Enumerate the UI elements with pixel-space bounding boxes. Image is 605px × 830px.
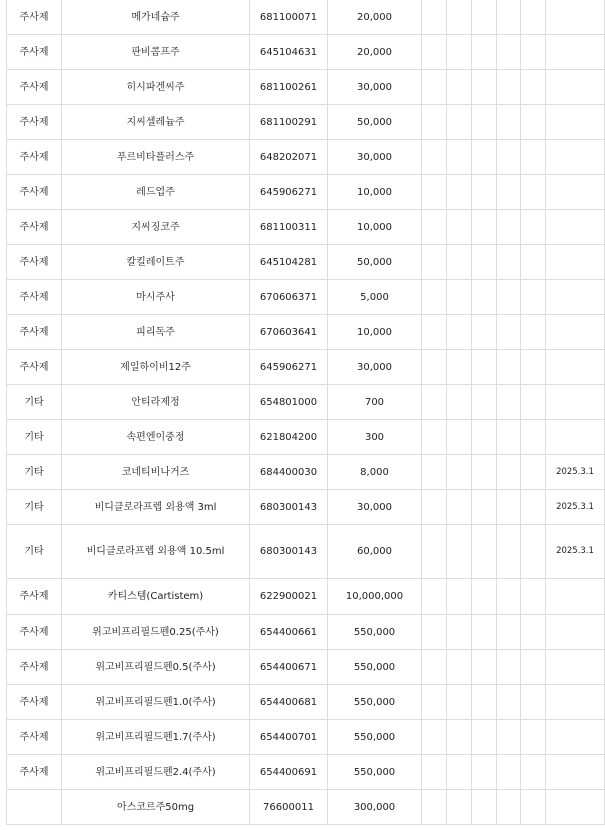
empty-cell [521,490,546,525]
empty-cell [447,35,472,70]
effective-date-cell [546,685,605,720]
effective-date-cell [546,579,605,615]
effective-date-cell [546,350,605,385]
empty-cell [472,350,497,385]
effective-date-cell [546,420,605,455]
empty-cell [521,525,546,579]
empty-cell [422,315,447,350]
effective-date-cell [546,280,605,315]
empty-cell [447,685,472,720]
empty-cell [447,105,472,140]
drug-name-cell: 레드업주 [62,175,250,210]
table-row [7,210,605,245]
price-cell: 30,000 [328,70,422,105]
price-cell: 50,000 [328,245,422,280]
empty-cell [521,0,546,35]
effective-date-cell [546,0,605,35]
drug-type-cell: 주사제 [7,755,62,790]
empty-cell [521,105,546,140]
effective-date-cell [546,210,605,245]
drug-code-cell: 670606371 [250,280,328,315]
table-row [7,315,605,350]
effective-date-cell [546,175,605,210]
empty-cell [497,525,521,579]
drug-name-cell: 안티라제정 [62,385,250,420]
empty-cell [422,105,447,140]
empty-cell [497,490,521,525]
drug-code-cell: 76600011 [250,790,328,825]
price-cell: 550,000 [328,685,422,720]
table-row [7,455,605,490]
empty-cell [447,315,472,350]
drug-name-cell: 피리독주 [62,315,250,350]
price-cell: 30,000 [328,490,422,525]
empty-cell [472,105,497,140]
empty-cell [472,70,497,105]
drug-name-cell: 제일하이비12주 [62,350,250,385]
drug-code-cell: 645906271 [250,350,328,385]
empty-cell [497,210,521,245]
empty-cell [447,579,472,615]
effective-date-cell: 2025.3.1 [546,455,605,490]
empty-cell [422,615,447,650]
empty-cell [422,385,447,420]
empty-cell [521,210,546,245]
empty-cell [521,615,546,650]
price-cell: 60,000 [328,525,422,579]
effective-date-cell [546,615,605,650]
drug-type-cell: 주사제 [7,210,62,245]
table-row [7,650,605,685]
empty-cell [422,0,447,35]
empty-cell [497,0,521,35]
price-cell: 8,000 [328,455,422,490]
empty-cell [497,245,521,280]
drug-name-cell: 속편엔이중정 [62,420,250,455]
table-row [7,0,605,35]
empty-cell [422,140,447,175]
empty-cell [422,175,447,210]
price-cell: 10,000,000 [328,579,422,615]
empty-cell [472,140,497,175]
empty-cell [472,790,497,825]
empty-cell [472,615,497,650]
empty-cell [447,140,472,175]
drug-code-cell: 622900021 [250,579,328,615]
drug-name-cell: 카티스템(Cartistem) [62,579,250,615]
drug-type-cell: 주사제 [7,685,62,720]
table-row [7,685,605,720]
empty-cell [447,70,472,105]
empty-cell [521,790,546,825]
price-cell: 300,000 [328,790,422,825]
drug-code-cell: 680300143 [250,525,328,579]
drug-type-cell: 주사제 [7,140,62,175]
empty-cell [422,685,447,720]
drug-name-cell: 비디클로라프렙 외용액 3ml [62,490,250,525]
empty-cell [521,245,546,280]
empty-cell [497,455,521,490]
empty-cell [447,615,472,650]
drug-code-cell: 648202071 [250,140,328,175]
empty-cell [472,0,497,35]
empty-cell [472,385,497,420]
empty-cell [447,280,472,315]
effective-date-cell [546,650,605,685]
price-cell: 300 [328,420,422,455]
empty-cell [521,315,546,350]
empty-cell [422,755,447,790]
table-row [7,35,605,70]
table-row [7,350,605,385]
table-row [7,140,605,175]
effective-date-cell [546,140,605,175]
empty-cell [422,280,447,315]
empty-cell [497,280,521,315]
drug-code-cell: 681100071 [250,0,328,35]
empty-cell [422,35,447,70]
empty-cell [472,720,497,755]
price-cell: 10,000 [328,315,422,350]
empty-cell [497,105,521,140]
table-row [7,105,605,140]
empty-cell [447,525,472,579]
drug-code-cell: 654400681 [250,685,328,720]
empty-cell [447,385,472,420]
drug-code-cell: 684400030 [250,455,328,490]
drug-type-cell: 주사제 [7,35,62,70]
drug-name-cell: 위고비프리필드펜0.25(주사) [62,615,250,650]
empty-cell [447,490,472,525]
empty-cell [497,720,521,755]
empty-cell [447,755,472,790]
price-cell: 30,000 [328,350,422,385]
drug-code-cell: 645104631 [250,35,328,70]
empty-cell [521,685,546,720]
drug-code-cell: 681100261 [250,70,328,105]
empty-cell [497,685,521,720]
empty-cell [472,245,497,280]
empty-cell [472,280,497,315]
table-row [7,490,605,525]
empty-cell [497,650,521,685]
drug-code-cell: 621804200 [250,420,328,455]
table-row [7,420,605,455]
drug-code-cell: 654801000 [250,385,328,420]
price-cell: 700 [328,385,422,420]
drug-code-cell: 681100311 [250,210,328,245]
effective-date-cell [546,105,605,140]
empty-cell [497,35,521,70]
empty-cell [472,685,497,720]
empty-cell [472,210,497,245]
drug-name-cell: 지씨셀레늄주 [62,105,250,140]
drug-type-cell: 주사제 [7,70,62,105]
empty-cell [447,210,472,245]
empty-cell [422,490,447,525]
empty-cell [521,579,546,615]
drug-type-cell: 주사제 [7,105,62,140]
price-cell: 20,000 [328,35,422,70]
drug-code-cell: 654400661 [250,615,328,650]
effective-date-cell [546,755,605,790]
empty-cell [521,35,546,70]
drug-code-cell: 645906271 [250,175,328,210]
empty-cell [472,579,497,615]
drug-type-cell [7,790,62,825]
table-row [7,385,605,420]
drug-name-cell: 위고비프리필드펜1.7(주사) [62,720,250,755]
table-row [7,720,605,755]
empty-cell [497,350,521,385]
drug-type-cell: 주사제 [7,280,62,315]
drug-code-cell: 680300143 [250,490,328,525]
empty-cell [447,650,472,685]
price-cell: 550,000 [328,720,422,755]
empty-cell [521,420,546,455]
empty-cell [472,755,497,790]
empty-cell [521,720,546,755]
drug-name-cell: 위고비프리필드펜2.4(주사) [62,755,250,790]
empty-cell [472,175,497,210]
empty-cell [472,35,497,70]
drug-type-cell: 기타 [7,490,62,525]
drug-type-cell: 기타 [7,420,62,455]
empty-cell [422,650,447,685]
empty-cell [521,650,546,685]
empty-cell [521,755,546,790]
effective-date-cell: 2025.3.1 [546,490,605,525]
drug-code-cell: 654400701 [250,720,328,755]
drug-name-cell: 푸르비타플러스주 [62,140,250,175]
empty-cell [521,175,546,210]
effective-date-cell [546,720,605,755]
empty-cell [497,790,521,825]
empty-cell [422,350,447,385]
empty-cell [472,455,497,490]
effective-date-cell [546,245,605,280]
drug-name-cell: 코네티비나거즈 [62,455,250,490]
empty-cell [472,420,497,455]
effective-date-cell [546,385,605,420]
empty-cell [422,70,447,105]
empty-cell [497,315,521,350]
price-cell: 5,000 [328,280,422,315]
drug-name-cell: 판비콤프주 [62,35,250,70]
drug-code-cell: 681100291 [250,105,328,140]
empty-cell [521,455,546,490]
price-cell: 550,000 [328,615,422,650]
drug-type-cell: 기타 [7,385,62,420]
empty-cell [497,755,521,790]
empty-cell [447,350,472,385]
table-row [7,755,605,790]
empty-cell [521,280,546,315]
empty-cell [472,650,497,685]
empty-cell [521,385,546,420]
drug-name-cell: 지씨징코주 [62,210,250,245]
drug-type-cell: 주사제 [7,720,62,755]
effective-date-cell [546,35,605,70]
empty-cell [422,210,447,245]
empty-cell [497,420,521,455]
drug-type-cell: 주사제 [7,0,62,35]
empty-cell [497,579,521,615]
empty-cell [422,790,447,825]
empty-cell [497,70,521,105]
table-row [7,70,605,105]
drug-name-cell: 마시주사 [62,280,250,315]
empty-cell [422,455,447,490]
empty-cell [497,175,521,210]
effective-date-cell [546,790,605,825]
drug-code-cell: 645104281 [250,245,328,280]
drug-type-cell: 기타 [7,455,62,490]
drug-type-cell: 기타 [7,525,62,579]
empty-cell [422,579,447,615]
table-row [7,525,605,579]
drug-name-cell: 칼킬레이트주 [62,245,250,280]
price-cell: 10,000 [328,175,422,210]
price-cell: 550,000 [328,755,422,790]
table-row [7,280,605,315]
drug-name-cell: 위고비프리필드펜0.5(주사) [62,650,250,685]
price-cell: 30,000 [328,140,422,175]
price-cell: 50,000 [328,105,422,140]
empty-cell [521,70,546,105]
price-cell: 10,000 [328,210,422,245]
empty-cell [422,245,447,280]
empty-cell [497,615,521,650]
table-row [7,790,605,825]
drug-name-cell: 비디클로라프렙 외용액 10.5ml [62,525,250,579]
empty-cell [521,350,546,385]
empty-cell [472,315,497,350]
empty-cell [447,245,472,280]
empty-cell [447,0,472,35]
drug-code-cell: 654400691 [250,755,328,790]
drug-type-cell: 주사제 [7,350,62,385]
empty-cell [472,490,497,525]
drug-name-cell: 메가네슘주 [62,0,250,35]
table-row [7,579,605,615]
drug-name-cell: 히시파겐씨주 [62,70,250,105]
effective-date-cell [546,70,605,105]
drug-name-cell: 위고비프리필드펜1.0(주사) [62,685,250,720]
drug-type-cell: 주사제 [7,245,62,280]
drug-type-cell: 주사제 [7,315,62,350]
drug-type-cell: 주사제 [7,615,62,650]
price-cell: 550,000 [328,650,422,685]
empty-cell [422,420,447,455]
fee-table [6,0,605,825]
table-row [7,175,605,210]
empty-cell [472,525,497,579]
drug-type-cell: 주사제 [7,579,62,615]
empty-cell [422,720,447,755]
empty-cell [447,720,472,755]
drug-code-cell: 654400671 [250,650,328,685]
empty-cell [497,140,521,175]
table-row [7,615,605,650]
table-row [7,245,605,280]
empty-cell [497,385,521,420]
empty-cell [447,175,472,210]
drug-code-cell: 670603641 [250,315,328,350]
empty-cell [521,140,546,175]
effective-date-cell: 2025.3.1 [546,525,605,579]
drug-type-cell: 주사제 [7,650,62,685]
empty-cell [447,420,472,455]
price-cell: 20,000 [328,0,422,35]
empty-cell [422,525,447,579]
effective-date-cell [546,315,605,350]
drug-name-cell: 아스코르주50mg [62,790,250,825]
empty-cell [447,790,472,825]
drug-type-cell: 주사제 [7,175,62,210]
empty-cell [447,455,472,490]
